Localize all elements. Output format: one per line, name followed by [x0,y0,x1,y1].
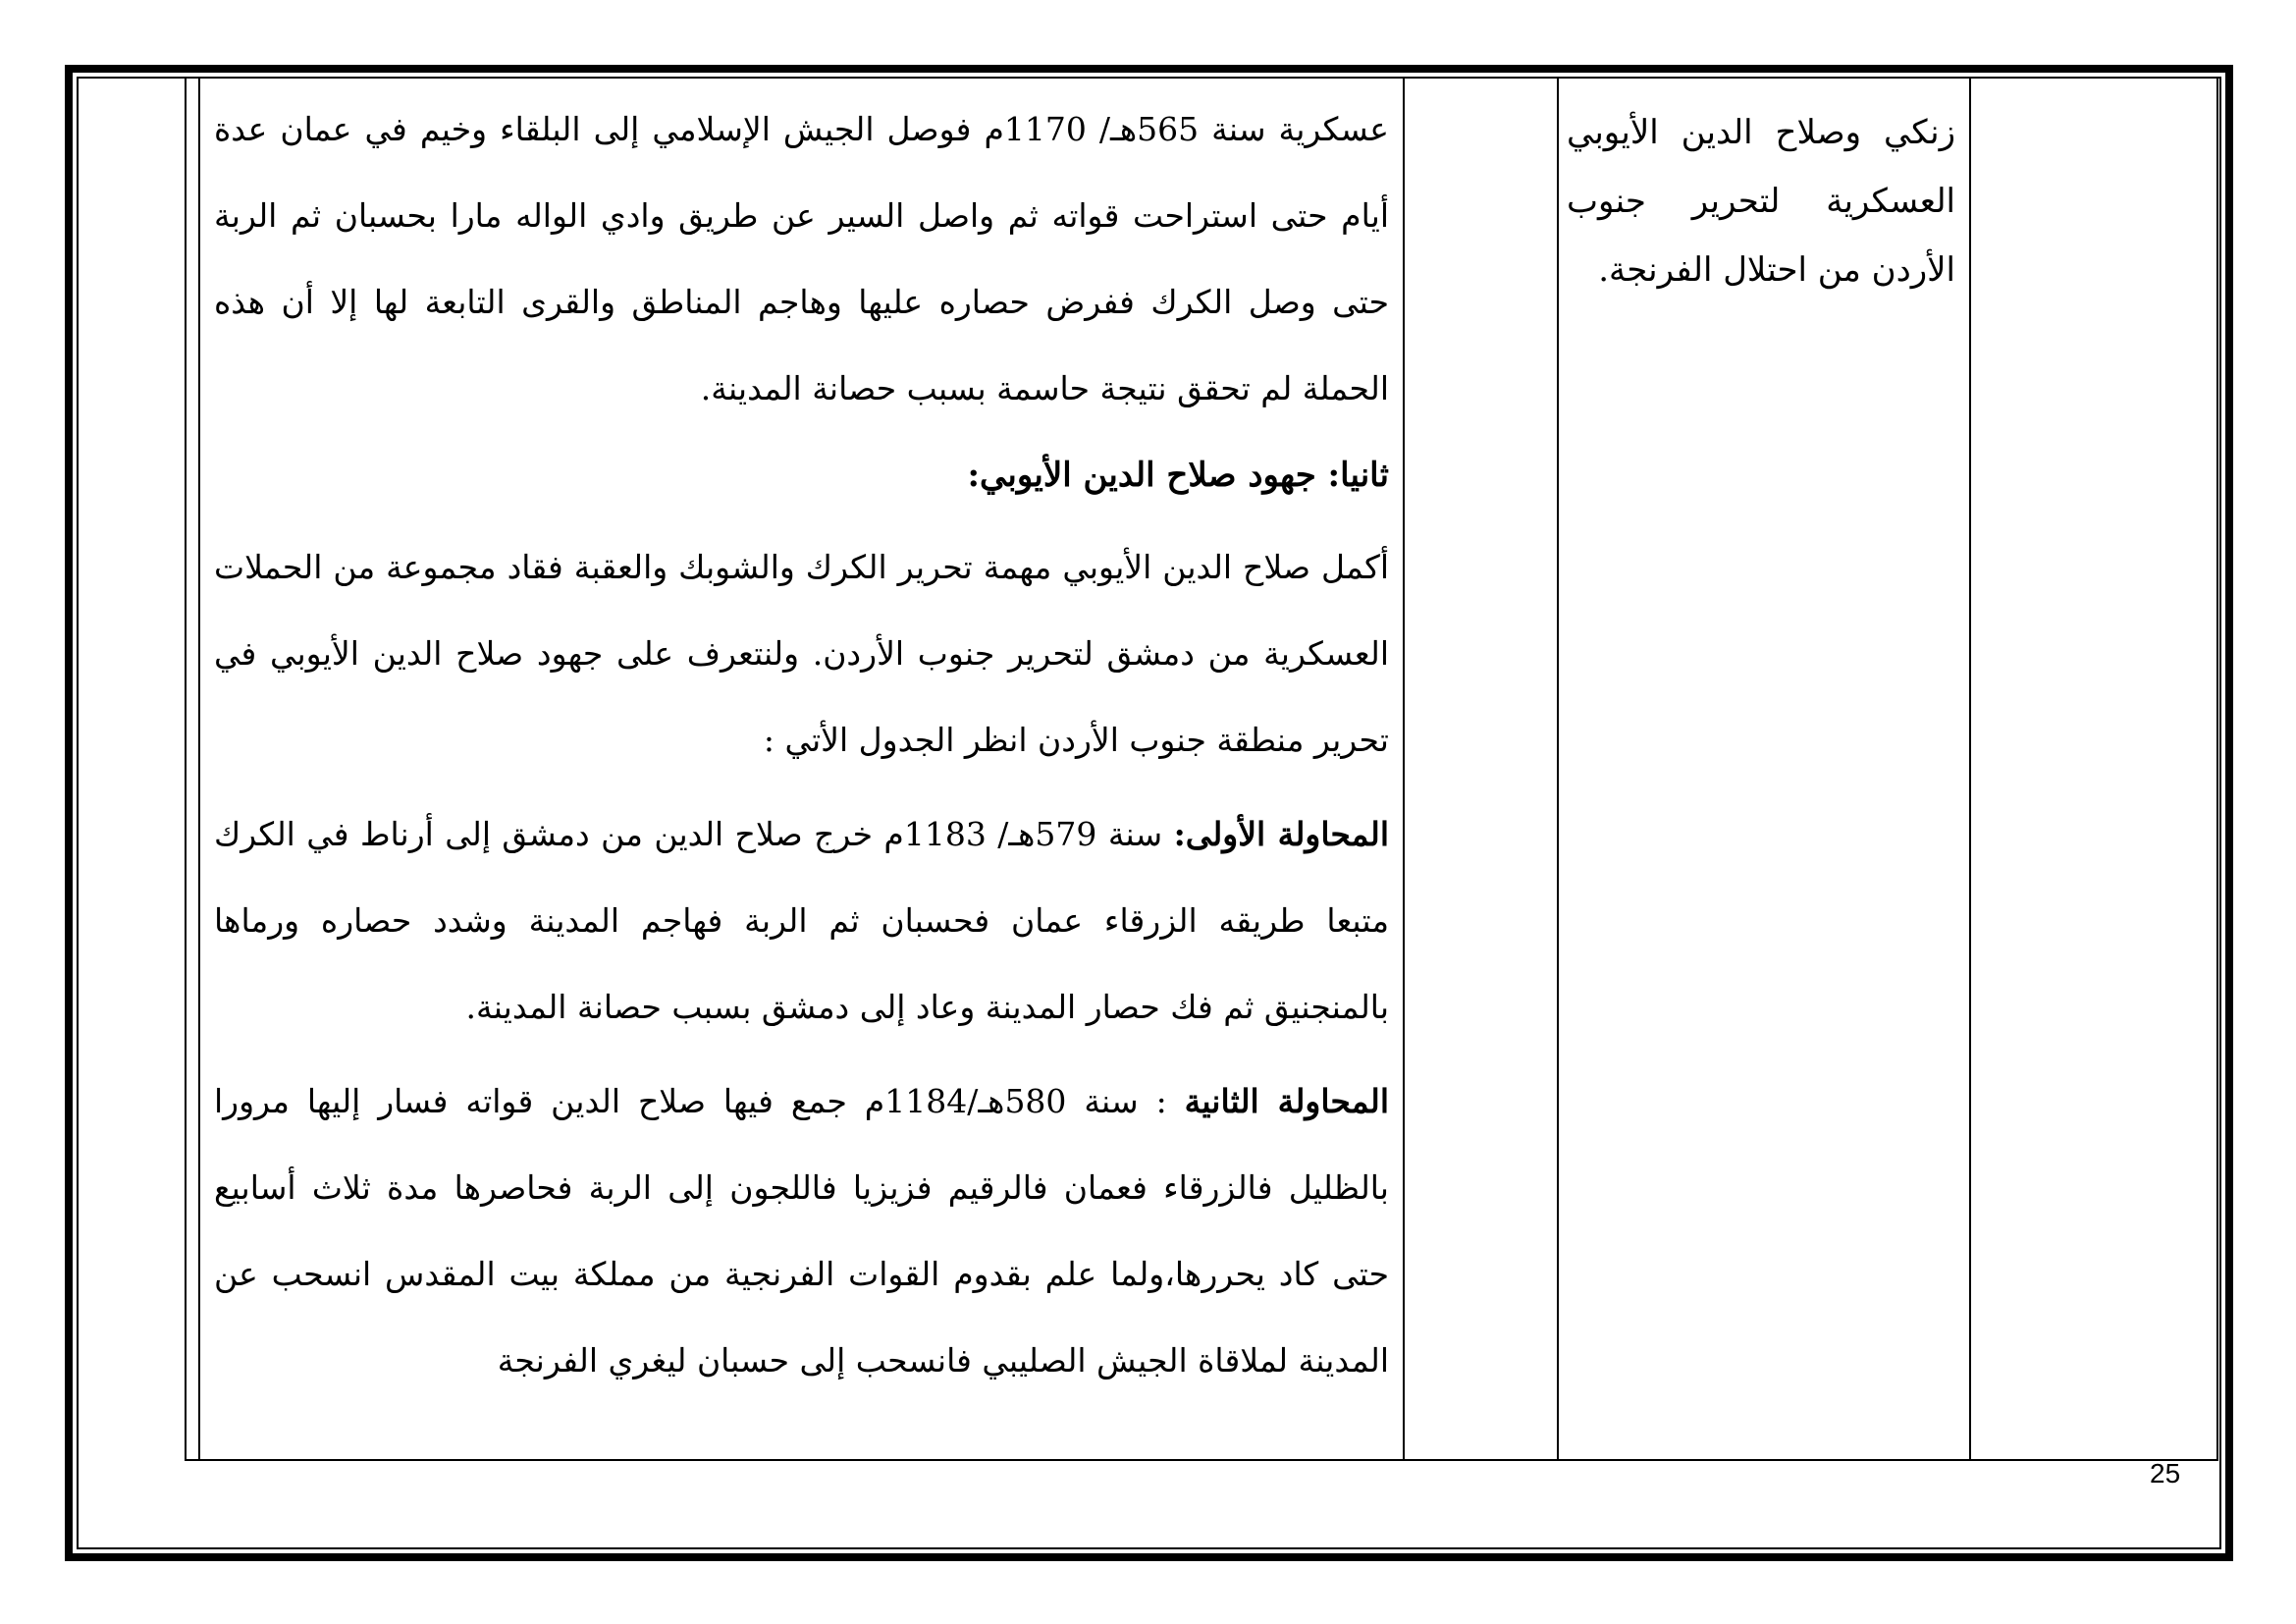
paragraph-saladin: أكمل صلاح الدين الأيوبي مهمة تحرير الكرك والشوبك والعقبة فقاد مجموعة من الحملات العسكرية من دمشق لتحرير جنوب الأردن. ولنتعرف على جهود صلاح الدين الأيوبي في تحرير منطقة جنوب الأردن انظر الجدول الأتي : [214,548,1389,759]
lesson-table [185,77,2218,1461]
attempt-1-label: المحاولة الأولى: [1173,815,1389,853]
attempt-2-label: المحاولة الثانية [1184,1082,1389,1120]
attempt-2-text: : سنة 580هـ/1184م جمع فيها صلاح الدين قواته فسار إليها مرورا بالظليل فالزرقاء فعمان فالرقيم فزيزيا فاللجون إلى الربة فحاصرها مدة ثلاث أسابيع حتى كاد يحررها،ولما علم بقدوم القوات الفرنجية من مملكة بيت المقدس انسحب عن المدينة لملاقاة الجيش الصليبي فانسحب إلى حسبان ليغري الفرنجة [214,1082,1389,1380]
paragraph-attempt-2 [214,1058,1389,1404]
empty-cell-left [186,77,199,1460]
table-row [186,77,2217,1460]
paragraph-attempt-1 [214,791,1389,1051]
empty-cell-middle [1404,77,1558,1460]
empty-cell-right [1970,77,2217,1460]
content-cell [199,77,1404,1460]
paragraph-intro: عسكرية سنة 565هـ/ 1170م فوصل الجيش الإسلامي إلى البلقاء وخيم في عمان عدة أيام حتى استراحت قواته ثم واصل السير عن طريق وادي الواله مارا بحسبان ثم الربة حتى وصل الكرك ففرض حصاره عليها وهاجم المناطق والقرى التابعة لها إلا أن هذه الحملة لم تحقق نتيجة حاسمة بسبب حصانة المدينة. [214,110,1389,407]
objective-cell [1558,77,1970,1460]
objective-text: زنكي وصلاح الدين الأيوبي العسكرية لتحرير جنوب الأردن من احتلال الفرنجة. [1567,113,1955,290]
attempt-1-text: سنة 579هـ/ 1183م خرج صلاح الدين من دمشق إلى أرناط في الكرك متبعا طريقه الزرقاء عمان فحسبان ثم الربة فهاجم المدينة وشدد حصاره ورماها بالمنجنيق ثم فك حصار المدينة وعاد إلى دمشق بسبب حصانة المدينة. [214,815,1389,1026]
page-number: 25 [2150,1458,2181,1489]
section-heading: ثانيا: جهود صلاح الدين الأيوبي: [967,456,1389,495]
